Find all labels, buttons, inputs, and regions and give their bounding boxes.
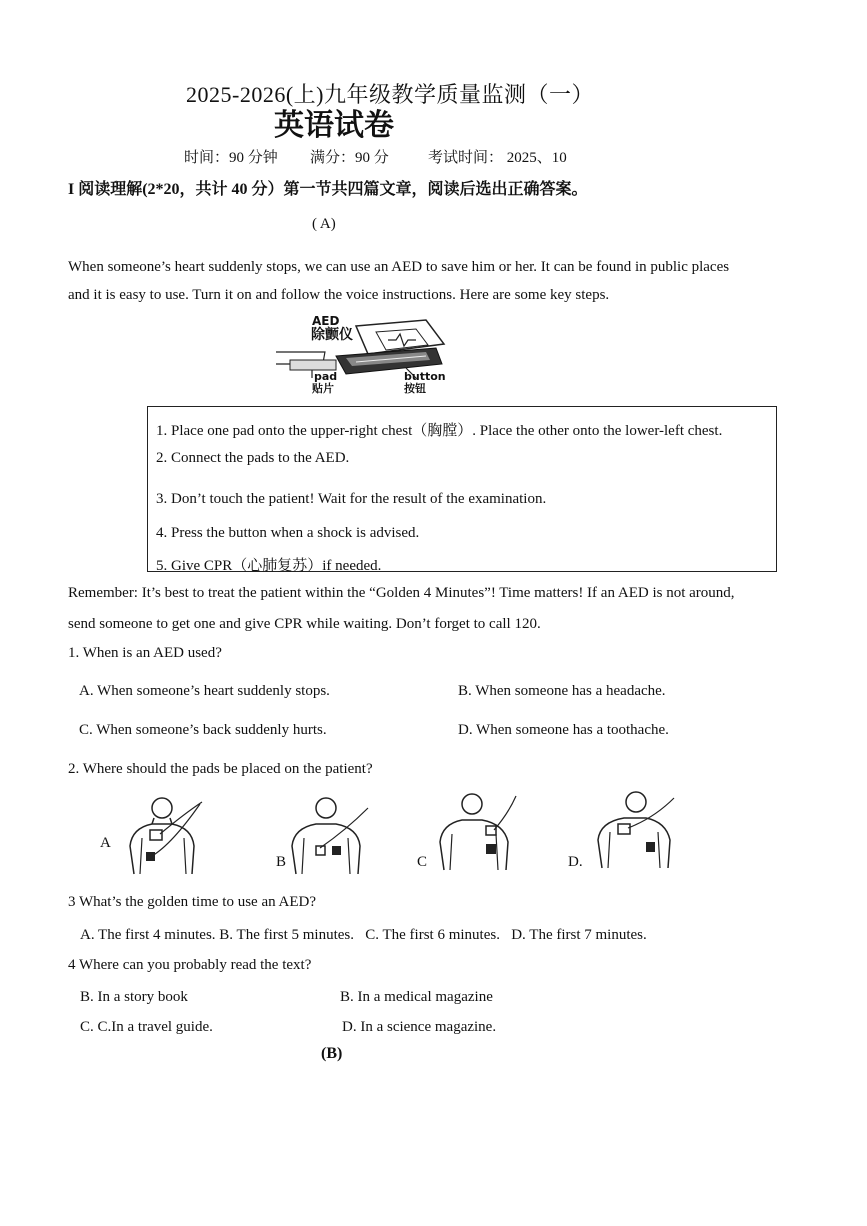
- steps-box: [147, 406, 777, 572]
- question-4-stem: 4 Where can you probably read the text?: [68, 957, 312, 973]
- section-title: I 阅读理解(2*20，共计 40 分）第一节共四篇文章，阅读后选出正确答案。: [68, 181, 588, 198]
- aed-label: AED: [312, 314, 340, 328]
- q4-option-a: B. In a story book: [80, 989, 188, 1005]
- aed-cn-label: 除颤仪: [311, 328, 353, 343]
- torso-figure-c-icon: [436, 790, 526, 872]
- question-3-stem: 3 What’s the golden time to use an AED?: [68, 894, 317, 910]
- score-label: 满分：90 分: [310, 150, 389, 166]
- q1-option-d: D. When someone has a toothache.: [458, 722, 669, 738]
- torso-figure-a-icon: [124, 794, 214, 876]
- button-label: button: [404, 370, 446, 383]
- question-1-stem: 1. When is an AED used?: [68, 645, 222, 661]
- passage-b-label: (B): [321, 1045, 343, 1062]
- q1-option-a: A. When someone’s heart suddenly stops.: [79, 683, 330, 699]
- q3-options: A. The first 4 minutes. B. The first 5 minutes. C. The first 6 minutes. D. The first 7 minutes.: [80, 927, 647, 943]
- time-label: 时间：90 分钟: [184, 150, 278, 166]
- q1-option-b: B. When someone has a headache.: [458, 683, 666, 699]
- date-label: 考试时间： 2025、10: [428, 150, 567, 166]
- q2-figure-label-d: D.: [568, 854, 583, 870]
- q4-option-c: C. C.In a travel guide.: [80, 1019, 213, 1035]
- pad-label: pad: [314, 370, 338, 383]
- remember-line-1: Remember: It’s best to treat the patient within the “Golden 4 Minutes”! Time matters! If an AED is not around,: [68, 585, 735, 601]
- q1-option-c: C. When someone’s back suddenly hurts.: [79, 722, 327, 738]
- step-item: 2. Connect the pads to the AED.: [156, 450, 350, 466]
- q4-option-b: B. In a medical magazine: [340, 989, 493, 1005]
- step-item: 1. Place one pad onto the upper-right chest（胸膛）. Place the other onto the lower-left chest.: [156, 423, 723, 439]
- remember-line-2: send someone to get one and give CPR while waiting. Don’t forget to call 120.: [68, 616, 541, 632]
- pad-cn-label: 贴片: [312, 383, 334, 395]
- subject-title: 英语试卷: [274, 108, 394, 143]
- step-item: 5. Give CPR（心肺复苏）if needed.: [156, 558, 382, 574]
- torso-figure-b-icon: [286, 794, 376, 876]
- intro-line-2: and it is easy to use. Turn it on and follow the voice instructions. Here are some key steps.: [68, 287, 610, 303]
- torso-figure-d-icon: [590, 788, 680, 870]
- q2-figure-label-c: C: [417, 854, 428, 870]
- question-2-stem: 2. Where should the pads be placed on the patient?: [68, 761, 373, 777]
- button-cn-label: 按钮: [404, 383, 426, 395]
- passage-a-label: ( A): [312, 216, 336, 232]
- step-item: 3. Don’t touch the patient! Wait for the result of the examination.: [156, 491, 547, 507]
- intro-line-1: When someone’s heart suddenly stops, we can use an AED to save him or her. It can be found in public places: [68, 259, 730, 275]
- q2-figure-label-a: A: [100, 835, 111, 851]
- step-item: 4. Press the button when a shock is advised.: [156, 525, 420, 541]
- exam-title: 2025-2026(上)九年级教学质量监测（一）: [186, 82, 594, 107]
- q2-figure-label-b: B: [276, 854, 287, 870]
- q4-option-d: D. In a science magazine.: [342, 1019, 497, 1035]
